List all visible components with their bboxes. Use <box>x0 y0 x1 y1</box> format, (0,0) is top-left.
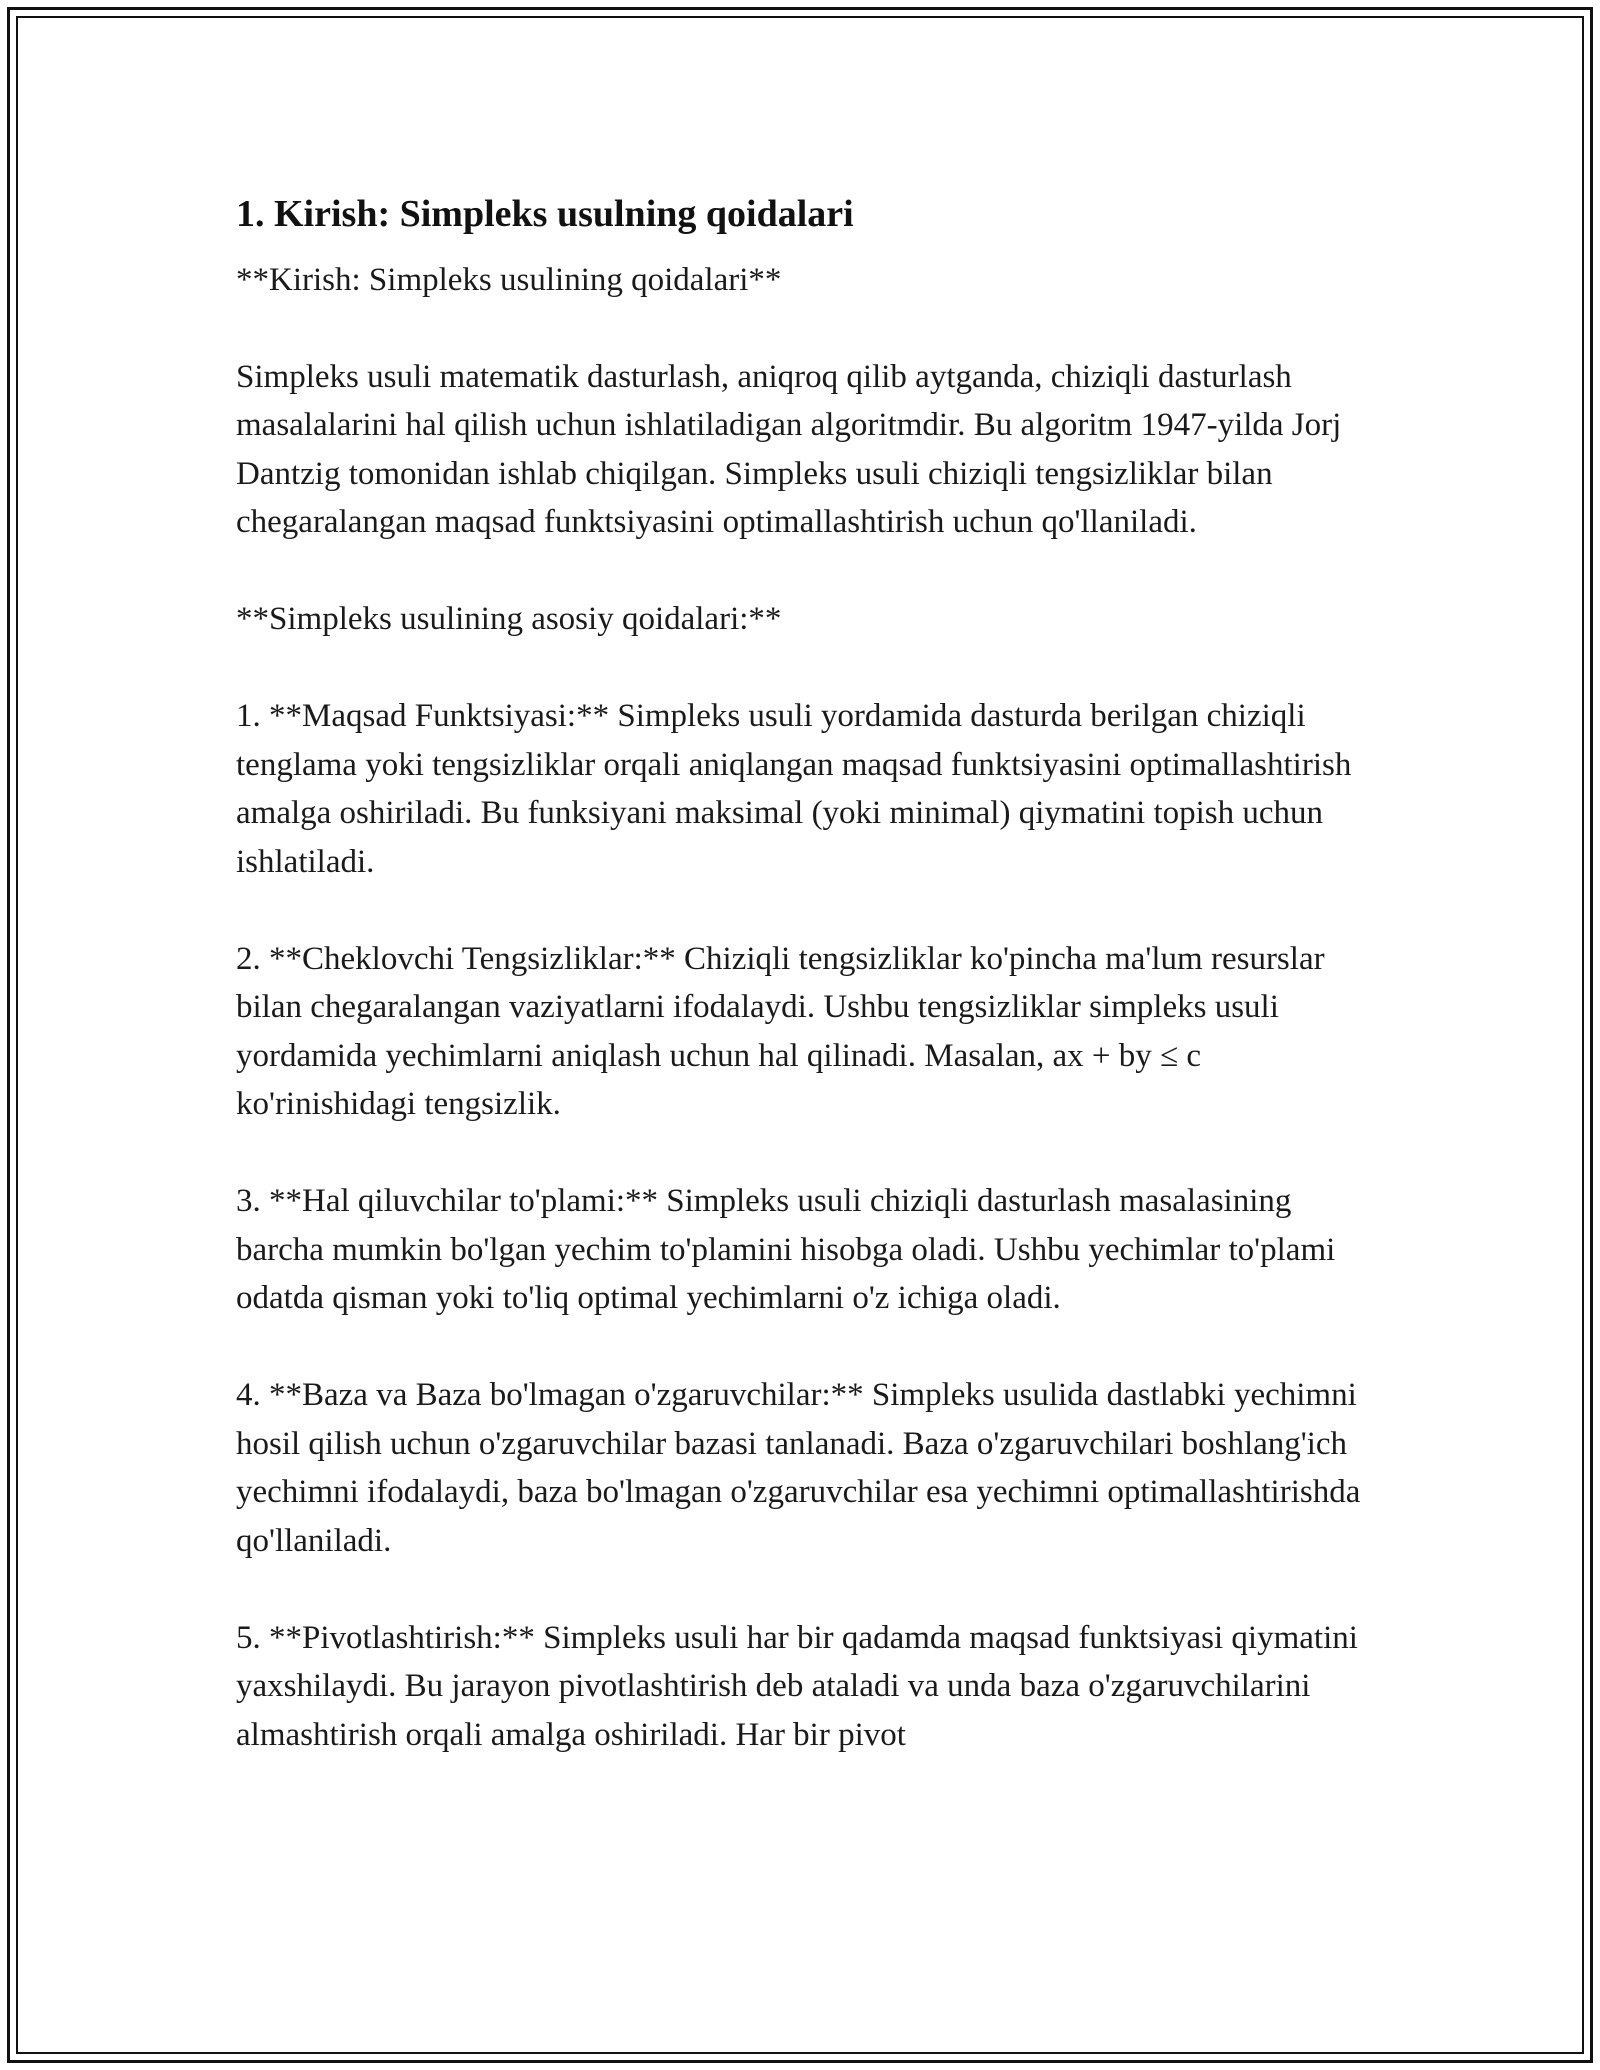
rule-item-5: 5. **Pivotlashtirish:** Simpleks usuli har bir qadamda maqsad funktsiyasi qiymatini yaxshilaydi. Bu jarayon pivotlashtirish deb ataladi va unda baza o'zgaruvchilarini almashtirish orqali amalga oshiriladi. Har bir pivot <box>236 1619 1358 1753</box>
section-subtitle: **Kirish: Simpleks usulining qoidalari** <box>236 262 782 298</box>
rule-item-3: 3. **Hal qiluvchilar to'plami:** Simpleks usuli chiziqli dasturlash masalasining barcha mumkin bo'lgan yechim to'plamini hisobga oladi. Ushbu yechimlar to'plami odatda qisman yoki to'liq optimal yechimlarni o'z ichiga oladi. <box>236 1183 1336 1316</box>
rule-item-2: 2. **Cheklovchi Tengsizliklar:** Chiziqli tengsizliklar ko'pincha ma'lum resurslar bilan chegaralangan vaziyatlarni ifodalaydi. Ushbu tengsizliklar simpleks usuli yordamida yechimlarni aniqlash uchun hal qilinadi. Masalan, ax + by ≤ c ko'rinishidagi tengsizlik. <box>236 940 1325 1122</box>
rule-item-4: 4. **Baza va Baza bo'lmagan o'zgaruvchilar:** Simpleks usulida dastlabki yechimni hosil qilish uchun o'zgaruvchilar bazasi tanlanadi. Baza o'zgaruvchilari boshlang'ich yechimni ifodalaydi, baza bo'lmagan o'zgaruvchilar esa yechimni optimallashtirishda qo'llaniladi. <box>236 1377 1361 1559</box>
document-body <box>236 186 1364 1808</box>
page-title: 1. Kirish: Simpleks usulning qoidalari <box>236 193 854 235</box>
rules-heading: **Simpleks usulining asosiy qoidalari:** <box>236 601 782 637</box>
intro-paragraph: Simpleks usuli matematik dasturlash, aniqroq qilib aytganda, chiziqli dasturlash masalalarini hal qilish uchun ishlatiladigan algoritmdir. Bu algoritm 1947-yilda Jorj Dantzig tomonidan ishlab chiqilgan. Simpleks usuli chiziqli tengsizliklar bilan chegaralangan maqsad funktsiyasini optimallashtirish uchun qo'llaniladi. <box>236 358 1342 540</box>
rule-item-1: 1. **Maqsad Funktsiyasi:** Simpleks usuli yordamida dasturda berilgan chiziqli tenglama yoki tengsizliklar orqali aniqlangan maqsad funktsiyasini optimallashtirish amalga oshiriladi. Bu funksiyani maksimal (yoki minimal) qiymatini topish uchun ishlatiladi. <box>236 698 1352 880</box>
